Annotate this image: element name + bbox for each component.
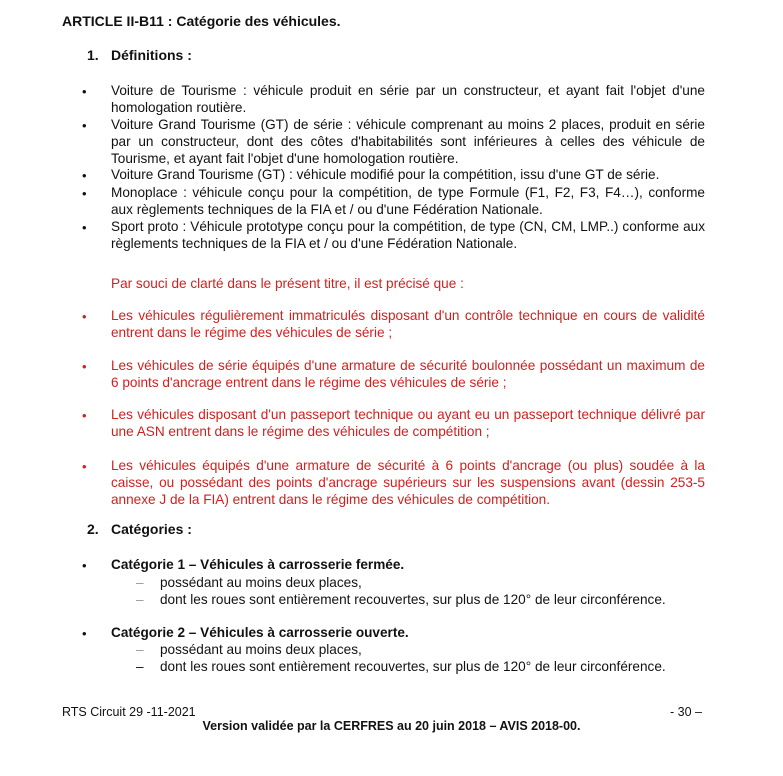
footer-validation: Version validée par la CERFRES au 20 juin 2018 – AVIS 2018-00.	[202, 719, 581, 733]
bullet: •	[82, 459, 87, 474]
bullet: •	[82, 186, 87, 201]
category-item: possédant au moins deux places,	[160, 575, 362, 590]
clarification-item: Les véhicules équipés d'une armature de sécurité à 6 points d'ancrage (ou plus) soudée à la caisse, ou possédant des points d'ancrage supérieurs sur les suspensions avant (dessin 253-5 annexe J de la FIA) entrent dans le régime des véhicules de compétition.	[111, 458, 705, 507]
dash-marker: –	[136, 575, 144, 590]
section-number-categories: 2.	[87, 521, 99, 537]
clarification-item: Les véhicules régulièrement immatriculés disposant d'un contrôle technique en cours de validité entrent dans le régime des véhicules de série ;	[111, 308, 705, 340]
category-title: Catégorie 1 – Véhicules à carrosserie fermée.	[111, 557, 405, 572]
section-number-definitions: 1.	[87, 47, 99, 63]
bullet: •	[82, 84, 87, 99]
bullet: •	[82, 408, 87, 423]
bullet: •	[82, 309, 87, 324]
bullet: •	[82, 118, 87, 133]
footer-page-number: - 30 –	[670, 705, 702, 719]
category-item: dont les roues sont entièrement recouvertes, sur plus de 120° de leur circonférence.	[160, 592, 666, 607]
category-item: dont les roues sont entièrement recouvertes, sur plus de 120° de leur circonférence.	[160, 659, 666, 674]
dash-marker: –	[136, 592, 144, 607]
clarification-intro: Par souci de clarté dans le présent titre, il est précisé que :	[111, 276, 464, 291]
dash-marker: –	[136, 659, 144, 674]
bullet: •	[82, 558, 87, 573]
bullet: •	[82, 220, 87, 235]
definition-item: Monoplace : véhicule conçu pour la compétition, de type Formule (F1, F2, F3, F4…), conforme aux règlements techniques de la FIA et / ou d'une Fédération Nationale.	[111, 185, 705, 217]
section-title-categories: Catégories :	[111, 521, 192, 537]
clarification-item: Les véhicules de série équipés d'une armature de sécurité boulonnée possédant un maximum de 6 points d'ancrage entrent dans le régime des véhicules de série ;	[111, 358, 705, 390]
category-title: Catégorie 2 – Véhicules à carrosserie ouverte.	[111, 625, 409, 640]
category-item: possédant au moins deux places,	[160, 642, 362, 657]
article-title: ARTICLE II-B11 : Catégorie des véhicules.	[62, 13, 341, 29]
definition-item: Voiture Grand Tourisme (GT) de série : véhicule comprenant au moins 2 places, produit en série par un constructeur, dont des côtes d'habitabilités sont inférieures à celles des véhicule de Tourisme, et ayant fait l'objet d'une homologation routière.	[111, 117, 705, 166]
dash-marker: –	[136, 642, 144, 657]
footer-document-ref: RTS Circuit 29 -11-2021	[62, 705, 196, 719]
bullet: •	[82, 359, 87, 374]
definition-item: Sport proto : Véhicule prototype conçu pour la compétition, de type (CN, CM, LMP..) conforme aux règlements techniques de la FIA et / ou d'une Fédération Nationale.	[111, 219, 705, 251]
bullet: •	[82, 168, 87, 183]
definition-item: Voiture Grand Tourisme (GT) : véhicule modifié pour la compétition, issu d'une GT de série.	[111, 167, 660, 182]
bullet: •	[82, 626, 87, 641]
definition-item: Voiture de Tourisme : véhicule produit en série par un constructeur, et ayant fait l'objet d'une homologation routière.	[111, 83, 705, 115]
clarification-item: Les véhicules disposant d'un passeport technique ou ayant eu un passeport technique délivré par une ASN entrent dans le régime des véhicules de compétition ;	[111, 407, 705, 439]
section-title-definitions: Définitions :	[111, 47, 192, 63]
